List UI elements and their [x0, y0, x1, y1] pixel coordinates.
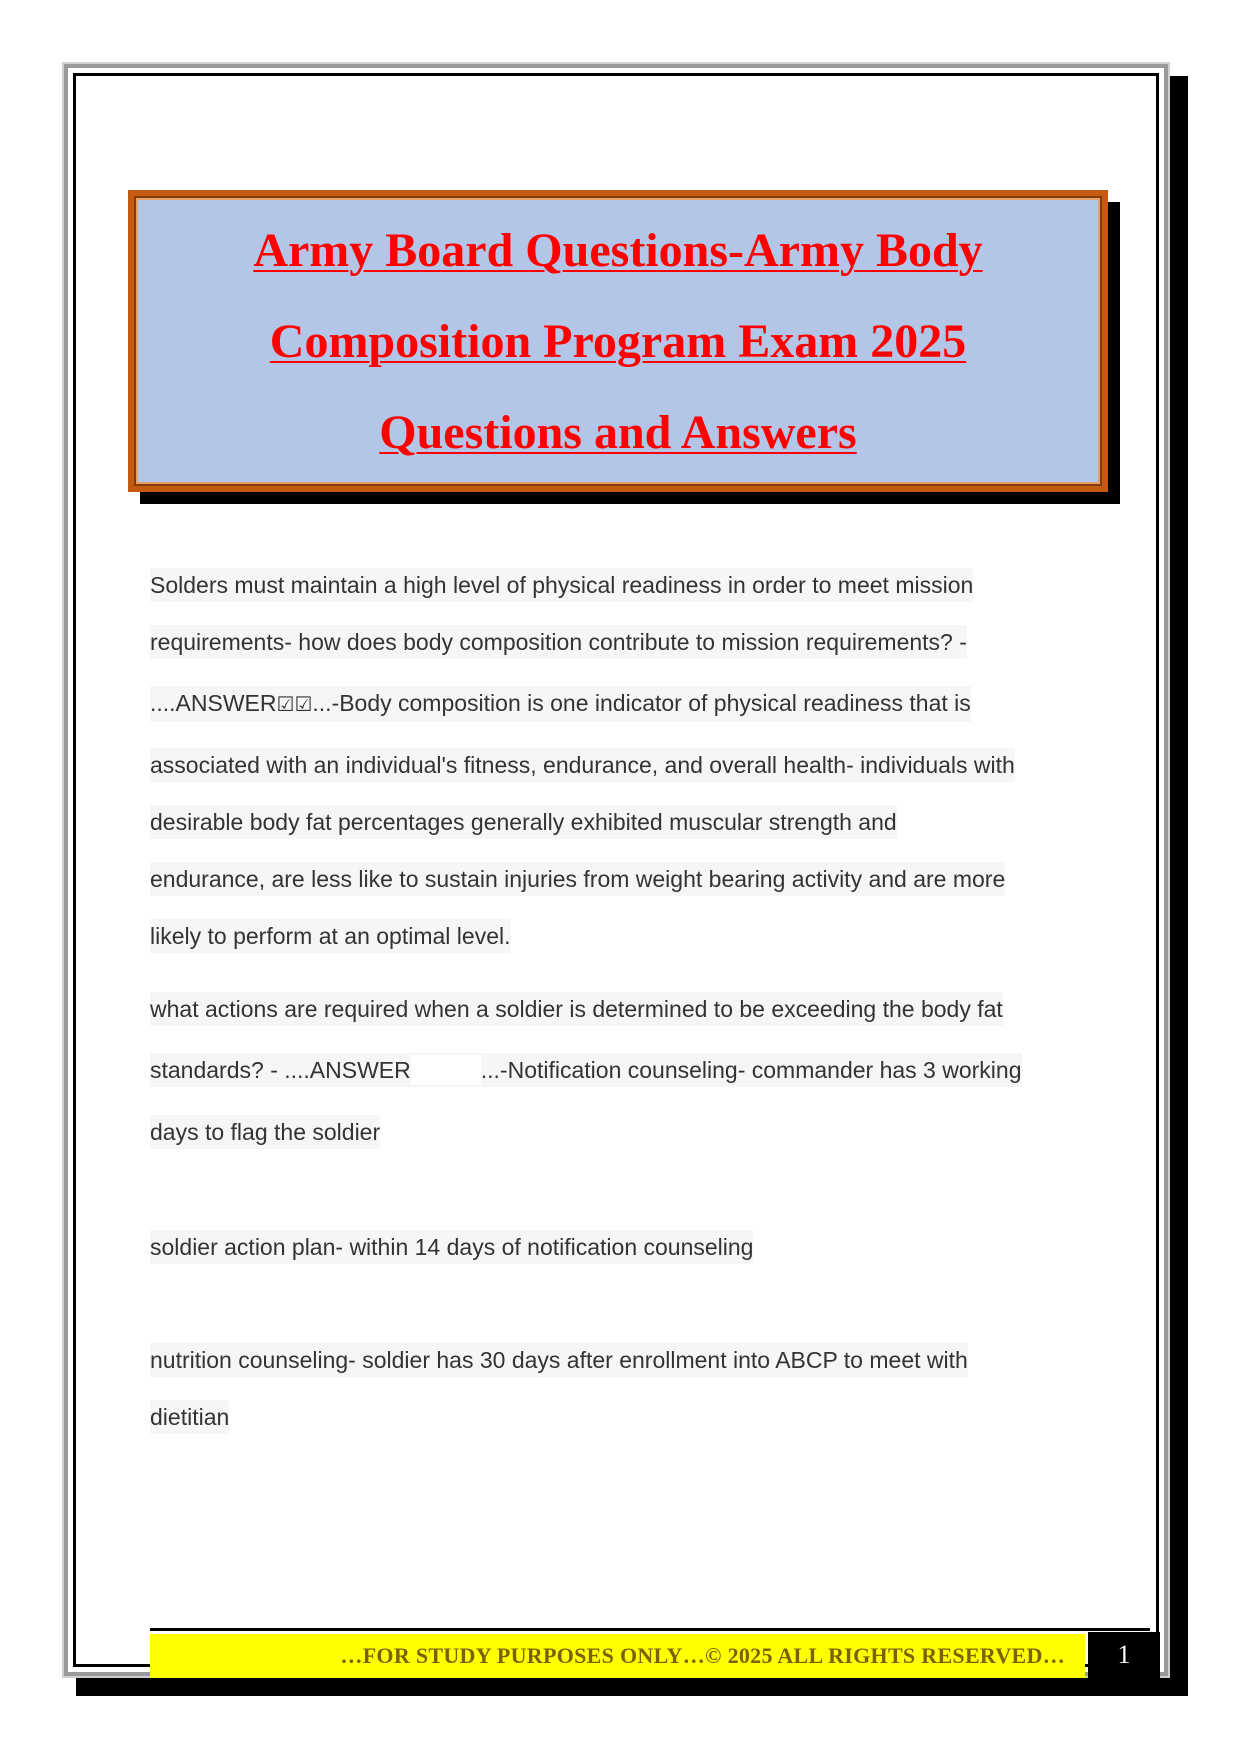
- footer-notice: …FOR STUDY PURPOSES ONLY…© 2025 ALL RIGHTS RESERVED…: [150, 1634, 1085, 1678]
- answer-label: ....ANSWER: [150, 690, 277, 716]
- title-line-3: Questions and Answers: [379, 405, 857, 459]
- q1-line-4: associated with an individual's fitness, endurance, and overall health- individuals with: [150, 748, 1015, 782]
- q2-line-6: dietitian: [150, 1400, 229, 1434]
- q1-line-5: desirable body fat percentages generally exhibited muscular strength and: [150, 805, 897, 839]
- title-box: [128, 190, 1108, 492]
- footer-rule: [150, 1628, 1150, 1631]
- answer-text: ...-Notification counseling- commander has 3 working: [480, 1057, 1022, 1083]
- answer-gap: [411, 1055, 481, 1085]
- checkbox-checked-icon: ☑☑: [276, 694, 313, 716]
- q1-line-6: endurance, are less like to sustain injuries from weight bearing activity and are more: [150, 862, 1005, 896]
- title-line-1: Army Board Questions-Army Body: [253, 223, 983, 277]
- page-number: 1: [1088, 1632, 1160, 1678]
- q2-line-3: days to flag the soldier: [150, 1115, 380, 1149]
- q1-line-3: [150, 686, 971, 722]
- answer-label: standards? - ....ANSWER: [150, 1057, 411, 1083]
- q2-line-1: what actions are required when a soldier is determined to be exceeding the body fat: [150, 992, 1003, 1026]
- q1-line-7: likely to perform at an optimal level.: [150, 919, 511, 953]
- q1-line-1: Solders must maintain a high level of physical readiness in order to meet mission: [150, 568, 973, 602]
- q2-line-2: [150, 1053, 1022, 1087]
- title-line-2: Composition Program Exam 2025: [269, 314, 967, 368]
- q1-line-2: requirements- how does body composition contribute to mission requirements? -: [150, 625, 967, 659]
- q2-line-4: soldier action plan- within 14 days of notification counseling: [150, 1230, 753, 1264]
- q2-line-5: nutrition counseling- soldier has 30 days after enrollment into ABCP to meet with: [150, 1343, 968, 1377]
- answer-text: ...-Body composition is one indicator of physical readiness that is: [312, 690, 971, 716]
